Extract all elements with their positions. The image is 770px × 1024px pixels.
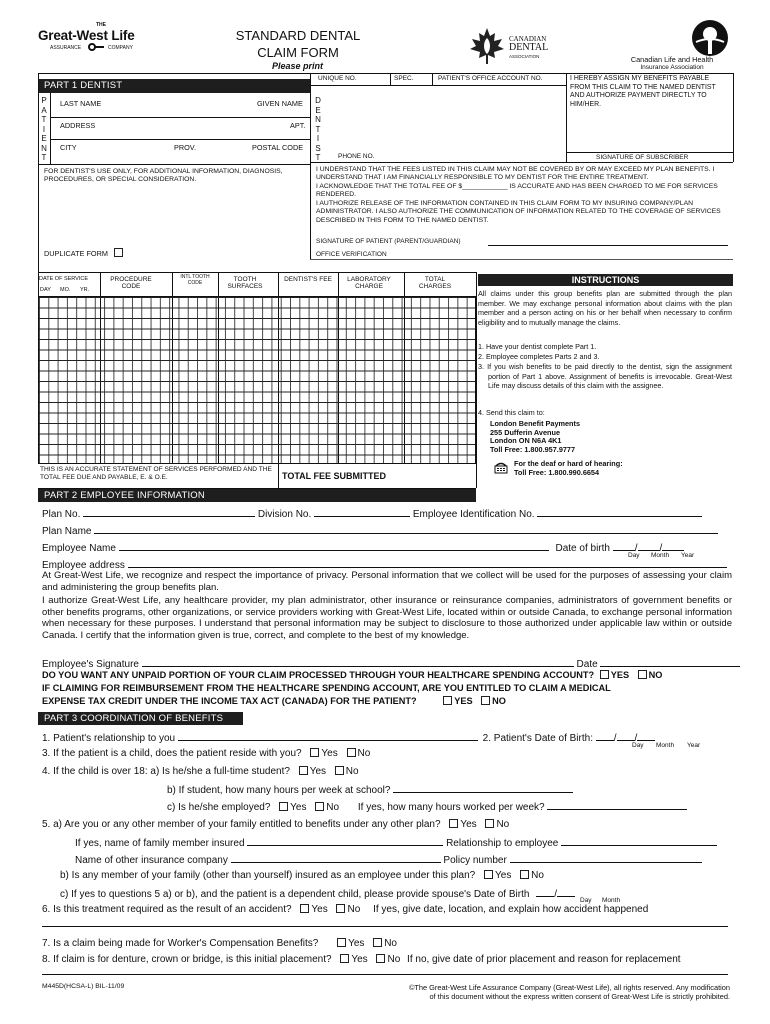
cda-line-2: DENTAL [509, 42, 549, 53]
q2-day-field[interactable] [596, 731, 614, 741]
q8-no-checkbox[interactable] [376, 954, 385, 963]
q5c-day-field[interactable] [536, 887, 554, 897]
q8-label: 8. If claim is for denture, crown or bridge, is this initial placement? [42, 954, 332, 965]
q4c-hours-field[interactable] [547, 800, 687, 810]
office-verification-label: OFFICE VERIFICATION [316, 251, 387, 258]
q5a-company-label: Name of other insurance company [75, 855, 228, 866]
deaf-contact: For the deaf or hard of hearing: Toll Free: 1.800.990.6654 [514, 459, 623, 477]
q4b-field[interactable] [393, 783, 573, 793]
hsa-yes-label: YES [610, 670, 630, 680]
employee-signature-label: Employee's Signature [42, 659, 139, 670]
q4a-yes-label: Yes [309, 766, 327, 777]
col-yr: YR. [80, 287, 90, 293]
q4b-label: b) If student, how many hours per week at school? [167, 785, 391, 796]
col-tooth-surfaces: TOOTH SURFACES [227, 276, 263, 290]
instructions-step-2: 2. Employee completes Parts 2 and 3. [478, 352, 600, 361]
q5a-no-label: No [496, 819, 510, 830]
q6-yes-label: Yes [311, 904, 328, 915]
q4c-hours-label: If yes, how many hours worked per week? [357, 802, 545, 813]
privacy-text: At Great-West Life, we recognize and respect the importance of privacy. Personal information that we collect will be used for the purposes of assessing your claim and administering the group benefits plan. [42, 570, 732, 593]
q3-no-label: No [357, 748, 371, 759]
signature-subscriber-label: SIGNATURE OF SUBSCRIBER [596, 154, 689, 161]
postal-code-label: POSTAL CODE [252, 143, 304, 152]
employee-address-label: Employee address [42, 560, 125, 571]
q3-yes-checkbox[interactable] [310, 748, 319, 757]
send-address: London Benefit Payments 255 Dufferin Avenue London ON N6A 4K1 Toll Free: 1.800.957.9777 [490, 419, 581, 454]
q2-year-label: Year [687, 742, 701, 749]
dentist-use-text: FOR DENTIST'S USE ONLY, FOR ADDITIONAL INFORMATION, DIAGNOSIS, PROCEDURES, OR SPECIAL CONSIDERATION. [44, 168, 283, 184]
authorize-text: I authorize Great-West Life, any healthcare provider, my plan administrator, other insurance or reinsurance companies, administrators of government benefits or other benefits programs, other organizations, or service providers working with Great-West Life, located within or outside Canada, to exchange personal information when necessary for these purposes. I understand that personal information may be subject to disclosure to those authorized under applicable law within or outside Canada. I certify that the information given is true, correct, and complete to the best of my knowledge. [42, 595, 732, 641]
instructions-intro: All claims under this group benefits plan are submitted through the plan member. We may exchange personal information about claims with the plan member and a person acting on his or her behalf when necessary to confirm eligibility and to mutually manage the claims. [478, 289, 732, 327]
part3-bar: PART 3 COORDINATION OF BENEFITS [38, 712, 243, 725]
given-name-label: GIVEN NAME [257, 99, 303, 108]
cda-line-1: CANADIAN [509, 35, 547, 43]
col-mo: MO. [60, 287, 71, 293]
division-no-field[interactable] [314, 507, 410, 517]
q4c-no-label: No [326, 802, 340, 813]
dob-month-field[interactable] [638, 541, 660, 551]
q3-no-checkbox[interactable] [347, 748, 356, 757]
tax-yes-checkbox[interactable] [443, 696, 452, 705]
employee-address-field[interactable] [128, 558, 727, 568]
great-west-life-logo [38, 22, 178, 56]
signature-date-label: Date [576, 659, 598, 670]
q5c-day-label: Day [580, 897, 592, 904]
part1-bar: PART 1 DENTIST [38, 79, 310, 93]
tax-question-2: EXPENSE TAX CREDIT UNDER THE INCOME TAX ACT (CANADA) FOR THE PATIENT? [42, 696, 417, 706]
spec-label: SPEC. [394, 75, 414, 82]
duplicate-form-label: DUPLICATE FORM [44, 248, 125, 258]
clhia-logo-icon [690, 18, 730, 58]
employee-signature-field[interactable] [142, 657, 574, 667]
hsa-question: DO YOU WANT ANY UNPAID PORTION OF YOUR CLAIM PROCESSED THROUGH YOUR HEALTHCARE SPENDING ACCOUNT? [42, 670, 595, 680]
city-label: CITY [60, 143, 77, 152]
q5b-label: b) Is any member of your family (other than yourself) insured as an employee under this plan? [60, 870, 476, 881]
q3-label: 3. If the patient is a child, does the patient reside with you? [42, 748, 302, 759]
q5b-no-label: No [531, 870, 544, 881]
q5a-name-field[interactable] [247, 836, 443, 846]
tty-phone-icon [494, 461, 508, 473]
q5a-no-checkbox[interactable] [485, 819, 494, 828]
office-account-label: PATIENT'S OFFICE ACCOUNT NO. [438, 75, 543, 82]
key-icon [88, 43, 104, 52]
dob-year-label: Year [681, 552, 695, 559]
q4a-no-label: No [345, 766, 359, 777]
q7-label: 7. Is a claim being made for Worker's Compensation Benefits? [42, 938, 319, 949]
logo-company: COMPANY [108, 45, 133, 51]
q5c-label: c) If yes to questions 5 a) or b), and the patient is a dependent child, please provide spouse's Date of Birth [60, 889, 530, 900]
signature-patient-label: SIGNATURE OF PATIENT (PARENT/GUARDIAN) [316, 238, 461, 245]
q4c-no-checkbox[interactable] [315, 802, 324, 811]
q8-detail-field[interactable] [42, 974, 728, 975]
q5a-yes-label: Yes [460, 819, 477, 830]
col-dentist-fee: DENTIST'S FEE [284, 276, 332, 283]
q7-yes-checkbox[interactable] [337, 938, 346, 947]
q1-label: 1. Patient's relationship to you [42, 733, 176, 744]
logo-name: Great-West Life [38, 28, 135, 43]
clhia-line-2: Insurance Association [640, 64, 704, 71]
accurate-statement: THIS IS AN ACCURATE STATEMENT OF SERVICES PERFORMED AND THE TOTAL FEE DUE AND PAYABLE, E. & O.E. [40, 466, 272, 481]
q5a-yes-checkbox[interactable] [449, 819, 458, 828]
instructions-step-1: 1. Have your dentist complete Part 1. [478, 342, 597, 351]
copyright: ©The Great-West Life Assurance Company (Great-West Life), all rights reserved. Any modification of this document without the express written consent of Great-West Life is strictly prohibited. [408, 983, 730, 1001]
address-label: ADDRESS [60, 121, 96, 130]
phone-no-label: PHONE NO. [338, 153, 375, 160]
q6-no-checkbox[interactable] [336, 904, 345, 913]
dentist-vertical-label: D E N T I S T [315, 96, 321, 162]
q5c-month-label: Month [602, 897, 621, 904]
q6-label: 6. Is this treatment required as the result of an accident? [42, 904, 292, 915]
q7-yes-label: Yes [348, 938, 365, 949]
procedure-grid[interactable] [38, 296, 476, 464]
tax-yes-label: YES [454, 696, 473, 706]
employee-name-label: Employee Name [42, 543, 116, 554]
employee-id-label: Employee Identification No. [412, 509, 535, 520]
q3-yes-label: Yes [321, 748, 338, 759]
q2-label: 2. Patient's Date of Birth: [482, 733, 593, 744]
cda-logo [467, 26, 557, 68]
q4a-yes-checkbox[interactable] [299, 766, 308, 775]
tax-no-label: NO [492, 696, 506, 706]
q2-month-label: Month [656, 742, 675, 749]
q5a-company-field[interactable] [231, 853, 441, 863]
q1-field[interactable] [178, 731, 478, 741]
q8-no-label: No [387, 954, 401, 965]
plan-no-label: Plan No. [42, 509, 81, 520]
col-procedure-code: PROCEDURE CODE [110, 276, 152, 290]
dob-month-label: Month [651, 552, 670, 559]
signature-date-field[interactable] [600, 657, 740, 667]
employee-name-field[interactable] [119, 541, 549, 551]
col-lab-charge: LABORATORY CHARGE [347, 276, 391, 290]
q2-year-field[interactable] [637, 731, 655, 741]
col-total-charges: TOTAL CHARGES [418, 276, 452, 290]
logo-assurance: ASSURANCE [50, 45, 82, 51]
dob-day-label: Day [628, 552, 640, 559]
q2-day-label: Day [632, 742, 644, 749]
hsa-no-checkbox[interactable] [638, 670, 647, 679]
q4c-yes-checkbox[interactable] [279, 802, 288, 811]
tax-question-1: IF CLAIMING FOR REIMBURSEMENT FROM THE HEALTHCARE SPENDING ACCOUNT, ARE YOU ENTITLED TO CLAIM A MEDICAL [42, 683, 611, 693]
q2-month-field[interactable] [617, 731, 635, 741]
q6-yes-checkbox[interactable] [300, 904, 309, 913]
plan-name-label: Plan Name [42, 526, 92, 537]
tax-no-checkbox[interactable] [481, 696, 490, 705]
date-of-birth-label: Date of birth [555, 543, 610, 554]
cda-line-3: ASSOCIATION [509, 54, 540, 59]
please-print: Please print [272, 61, 324, 71]
dob-day-field[interactable] [613, 541, 635, 551]
q5a-name-label: If yes, name of family member insured [75, 838, 245, 849]
unique-no-label: UNIQUE NO. [318, 75, 357, 82]
clhia-line-1: Canadian Life and Health [630, 55, 714, 64]
q8-detail-label: If no, give date of prior placement and reason for replacement [407, 954, 681, 965]
part2-bar: PART 2 EMPLOYEE INFORMATION [38, 489, 476, 502]
form-code: M445D(HCSA-L) BIL-11/09 [42, 983, 125, 990]
understand-text-2: I ACKNOWLEDGE THAT THE TOTAL FEE OF $____________ IS ACCURATE AND HAS BEEN CHARGED TO ME FOR SERVICES RENDERED. [316, 183, 718, 199]
q5b-yes-label: Yes [495, 870, 512, 881]
understand-text-1: I UNDERSTAND THAT THE FEES LISTED IN THIS CLAIM MAY NOT BE COVERED BY OR MAY EXCEED MY PLAN BENEFITS. I UNDERSTAND THAT I AM FINANCIALLY RESPONSIBLE TO MY DENTIST FOR THE ENTIRE TREATMENT. [316, 166, 715, 182]
q5a-policy-label: Policy number [443, 855, 507, 866]
total-fee-submitted: TOTAL FEE SUBMITTED [282, 471, 387, 481]
instructions-step-3: 3. If you wish benefits to be paid directly to the dentist, sign the assignment portion of Part 1 above. Assignment of benefits is irrevocable. Great-West Life may discuss details of this claim with the assignee. [478, 362, 732, 391]
understand-text-3: I AUTHORIZE RELEASE OF THE INFORMATION CONTAINED IN THIS CLAIM FORM TO MY INSURING COMPANY/PLAN ADMINISTRATOR. I ALSO AUTHORIZE THE COMMUNICATION OF INFORMATION RELATED TO THE COVERAGE OF SERVICES DESCRIBED IN THIS FORM TO THE NAMED DENTIST. [316, 200, 721, 224]
q6-no-label: No [347, 904, 361, 915]
maple-leaf-icon [467, 26, 507, 66]
employee-id-field[interactable] [537, 507, 702, 517]
q4a-label: 4. If the child is over 18: a) Is he/she a full-time student? [42, 766, 290, 777]
q4c-label: c) Is he/she employed? [167, 802, 271, 813]
title-line-1: STANDARD DENTAL [235, 28, 361, 43]
q7-no-label: No [384, 938, 397, 949]
logo-the: THE [96, 22, 106, 28]
q4c-yes-label: Yes [290, 802, 307, 813]
q4a-no-checkbox[interactable] [335, 766, 344, 775]
q6-detail-field[interactable] [42, 926, 728, 927]
q7-no-checkbox[interactable] [373, 938, 382, 947]
q8-yes-checkbox[interactable] [340, 954, 349, 963]
division-no-label: Division No. [257, 509, 312, 520]
q5a-relationship-label: Relationship to employee [446, 838, 559, 849]
dob-year-field[interactable] [662, 541, 684, 551]
title-line-2: CLAIM FORM [257, 45, 339, 60]
q5b-no-checkbox[interactable] [520, 870, 529, 879]
plan-name-field[interactable] [94, 524, 718, 534]
q6-detail-label: If yes, give date, location, and explain how accident happened [373, 904, 649, 915]
clhia-name [612, 56, 732, 72]
prov-label: PROV. [174, 143, 197, 152]
instructions-bar: INSTRUCTIONS [478, 274, 733, 286]
apt-label: APT. [290, 121, 306, 130]
form-title [220, 27, 376, 61]
hsa-yes-checkbox[interactable] [600, 670, 609, 679]
hsa-no-label: NO [648, 670, 663, 680]
col-date-of-service: DATE OF SERVICE [39, 276, 89, 282]
patient-vertical-label: P A T I E N T [41, 96, 47, 162]
duplicate-form-checkbox[interactable] [114, 248, 123, 257]
q5a-relationship-field[interactable] [561, 836, 717, 846]
last-name-label: LAST NAME [60, 99, 102, 108]
q8-yes-label: Yes [351, 954, 368, 965]
q5a-policy-field[interactable] [510, 853, 702, 863]
q5a-label: 5. a) Are you or any other member of your family entitled to benefits under any other plan? [42, 819, 441, 830]
q5c-month-field[interactable] [557, 887, 575, 897]
col-intl-tooth-code: INTL TOOTH CODE [180, 274, 210, 286]
assign-text: I HEREBY ASSIGN MY BENEFITS PAYABLE FROM THIS CLAIM TO THE NAMED DENTIST AND AUTHORIZE PAYMENT DIRECTLY TO HIM/HER. [570, 75, 716, 108]
plan-no-field[interactable] [83, 507, 255, 517]
col-day: DAY [40, 287, 51, 293]
instructions-step-4: 4. Send this claim to: [478, 408, 545, 417]
q5b-yes-checkbox[interactable] [484, 870, 493, 879]
